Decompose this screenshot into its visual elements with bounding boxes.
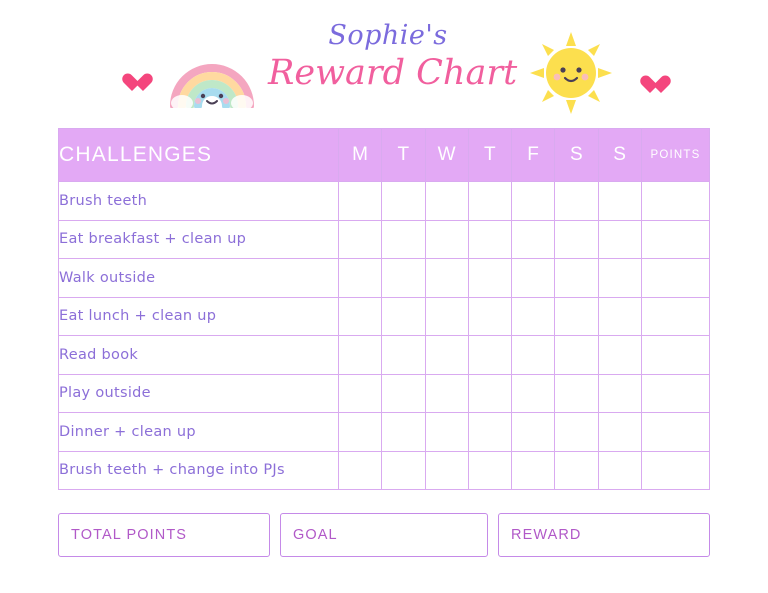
table-row	[59, 336, 710, 375]
table-body	[59, 182, 710, 490]
day-header-monday: M	[339, 129, 382, 182]
challenges-table-wrapper	[58, 128, 710, 490]
check-cell[interactable]	[339, 413, 382, 452]
reward-box[interactable]	[498, 513, 710, 557]
day-header-thursday: T	[468, 129, 511, 182]
day-header-friday: F	[512, 129, 555, 182]
heart-icon	[639, 74, 661, 96]
check-cell[interactable]	[512, 297, 555, 336]
check-cell[interactable]	[555, 374, 598, 413]
rainbow-icon	[170, 56, 254, 108]
check-cell[interactable]	[339, 297, 382, 336]
check-cell[interactable]	[555, 259, 598, 298]
goal-label: GOAL	[293, 527, 338, 543]
check-cell[interactable]	[339, 220, 382, 259]
day-header-saturday: S	[555, 129, 598, 182]
check-cell[interactable]	[339, 336, 382, 375]
check-cell[interactable]	[512, 336, 555, 375]
check-cell[interactable]	[382, 259, 425, 298]
challenges-table	[58, 128, 710, 490]
chart-footer	[58, 513, 710, 557]
check-cell[interactable]	[425, 220, 468, 259]
check-cell[interactable]	[512, 413, 555, 452]
check-cell[interactable]	[555, 413, 598, 452]
check-cell[interactable]	[339, 451, 382, 490]
check-cell[interactable]	[425, 182, 468, 221]
points-cell[interactable]	[641, 336, 709, 375]
table-row	[59, 297, 710, 336]
points-cell[interactable]	[641, 297, 709, 336]
chart-header	[0, 0, 768, 122]
table-row	[59, 374, 710, 413]
challenges-column-header: CHALLENGES	[59, 129, 339, 182]
check-cell[interactable]	[382, 336, 425, 375]
total-points-label: TOTAL POINTS	[71, 527, 188, 543]
task-label: Brush teeth	[59, 182, 339, 221]
points-cell[interactable]	[641, 220, 709, 259]
check-cell[interactable]	[382, 297, 425, 336]
table-header-row	[59, 129, 710, 182]
check-cell[interactable]	[468, 374, 511, 413]
check-cell[interactable]	[555, 220, 598, 259]
goal-box[interactable]	[280, 513, 488, 557]
points-column-header: POINTS	[641, 129, 709, 182]
table-row	[59, 259, 710, 298]
table-row	[59, 182, 710, 221]
day-header-sunday: S	[598, 129, 641, 182]
check-cell[interactable]	[555, 451, 598, 490]
check-cell[interactable]	[598, 451, 641, 490]
check-cell[interactable]	[555, 182, 598, 221]
check-cell[interactable]	[555, 336, 598, 375]
chart-title-owner: Sophie's	[328, 20, 448, 51]
chart-title-main: Reward Chart	[268, 53, 518, 93]
check-cell[interactable]	[382, 182, 425, 221]
check-cell[interactable]	[382, 374, 425, 413]
task-label: Walk outside	[59, 259, 339, 298]
heart-icon	[121, 72, 143, 94]
check-cell[interactable]	[425, 297, 468, 336]
check-cell[interactable]	[339, 182, 382, 221]
task-label: Dinner + clean up	[59, 413, 339, 452]
total-points-box[interactable]	[58, 513, 270, 557]
check-cell[interactable]	[382, 413, 425, 452]
check-cell[interactable]	[468, 297, 511, 336]
check-cell[interactable]	[382, 451, 425, 490]
check-cell[interactable]	[598, 374, 641, 413]
check-cell[interactable]	[598, 220, 641, 259]
check-cell[interactable]	[468, 220, 511, 259]
points-cell[interactable]	[641, 259, 709, 298]
points-cell[interactable]	[641, 413, 709, 452]
check-cell[interactable]	[468, 336, 511, 375]
check-cell[interactable]	[425, 336, 468, 375]
check-cell[interactable]	[468, 451, 511, 490]
points-cell[interactable]	[641, 374, 709, 413]
check-cell[interactable]	[598, 259, 641, 298]
check-cell[interactable]	[598, 182, 641, 221]
check-cell[interactable]	[598, 297, 641, 336]
check-cell[interactable]	[382, 220, 425, 259]
check-cell[interactable]	[598, 413, 641, 452]
check-cell[interactable]	[555, 297, 598, 336]
table-row	[59, 220, 710, 259]
check-cell[interactable]	[598, 336, 641, 375]
sun-icon	[528, 30, 614, 116]
check-cell[interactable]	[339, 259, 382, 298]
task-label: Eat breakfast + clean up	[59, 220, 339, 259]
check-cell[interactable]	[425, 259, 468, 298]
check-cell[interactable]	[512, 259, 555, 298]
task-label: Brush teeth + change into PJs	[59, 451, 339, 490]
table-head	[59, 129, 710, 182]
table-row	[59, 413, 710, 452]
check-cell[interactable]	[425, 413, 468, 452]
table-row	[59, 451, 710, 490]
reward-label: REWARD	[511, 527, 582, 543]
day-header-wednesday: W	[425, 129, 468, 182]
check-cell[interactable]	[339, 374, 382, 413]
check-cell[interactable]	[512, 220, 555, 259]
check-cell[interactable]	[468, 413, 511, 452]
check-cell[interactable]	[425, 374, 468, 413]
check-cell[interactable]	[512, 182, 555, 221]
task-label: Eat lunch + clean up	[59, 297, 339, 336]
check-cell[interactable]	[512, 451, 555, 490]
points-cell[interactable]	[641, 182, 709, 221]
check-cell[interactable]	[425, 451, 468, 490]
check-cell[interactable]	[468, 259, 511, 298]
points-cell[interactable]	[641, 451, 709, 490]
check-cell[interactable]	[468, 182, 511, 221]
check-cell[interactable]	[512, 374, 555, 413]
chart-title	[268, 20, 518, 93]
task-label: Play outside	[59, 374, 339, 413]
task-label: Read book	[59, 336, 339, 375]
day-header-tuesday: T	[382, 129, 425, 182]
